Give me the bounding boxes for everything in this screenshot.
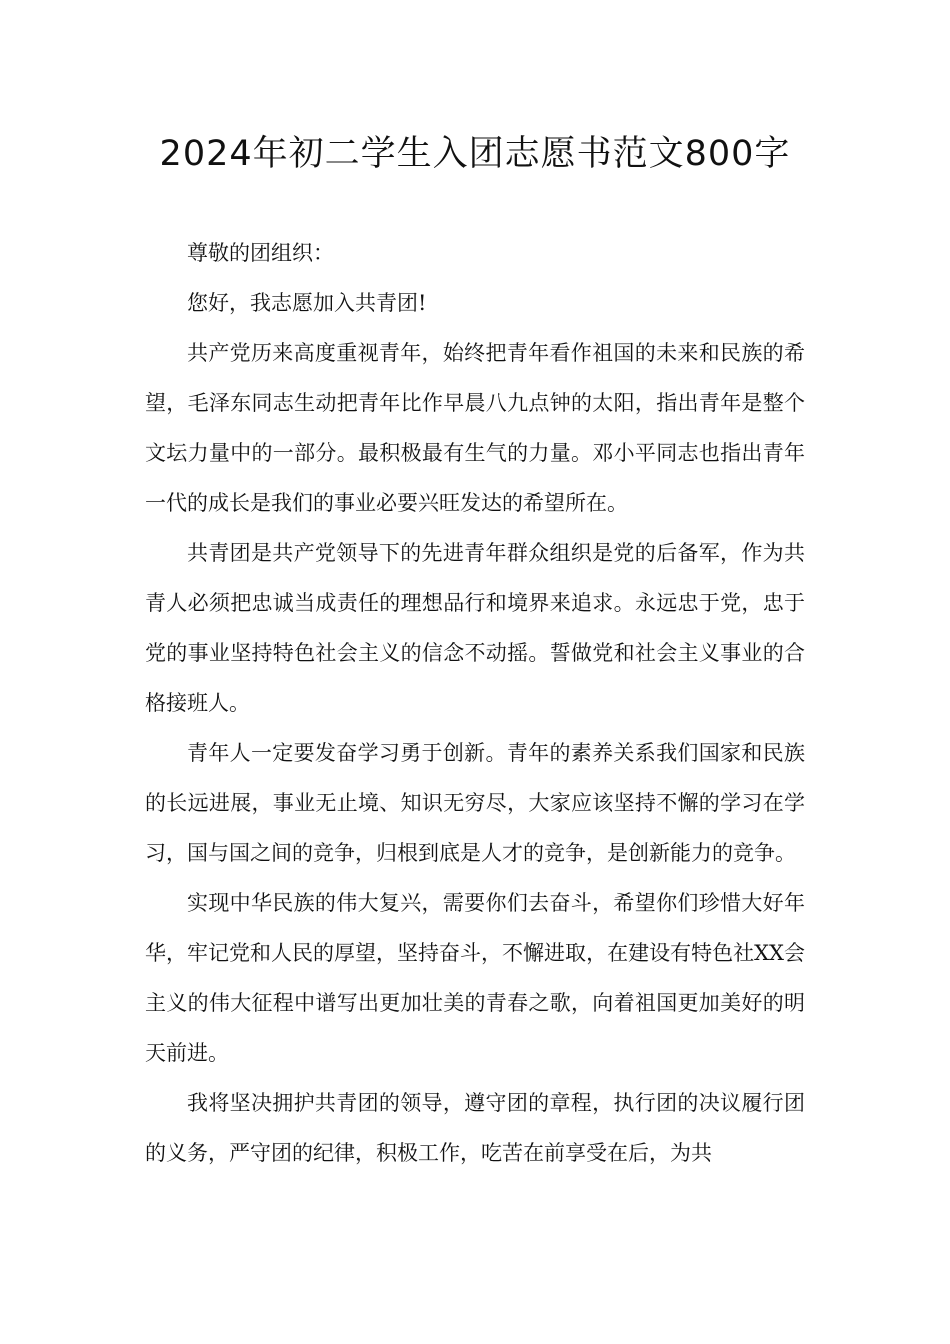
document-body — [145, 228, 805, 1178]
paragraph: 共青团是共产党领导下的先进青年群众组织是党的后备军，作为共青人必须把忠诚当成责任的理想品行和境界来追求。永远忠于党，忠于党的事业坚持特色社会主义的信念不动摇。誓做党和社会主义事业的合格接班人。 — [145, 541, 805, 715]
document-title: 2024年初二学生入团志愿书范文800字 — [159, 134, 791, 174]
salutation: 尊敬的团组织： — [187, 241, 334, 265]
paragraph: 我将坚决拥护共青团的领导，遵守团的章程，执行团的决议履行团的义务，严守团的纪律，积极工作，吃苦在前享受在后，为共 — [145, 1091, 805, 1165]
paragraph: 青年人一定要发奋学习勇于创新。青年的素养关系我们国家和民族的长远进展，事业无止境、知识无穷尽，大家应该坚持不懈的学习在学习，国与国之间的竞争，归根到底是人才的竞争，是创新能力的竞争。 — [145, 741, 805, 865]
greeting: 您好，我志愿加入共青团! — [187, 291, 427, 315]
paragraph: 共产党历来高度重视青年，始终把青年看作祖国的未来和民族的希望，毛泽东同志生动把青年比作早晨八九点钟的太阳，指出青年是整个文坛力量中的一部分。最积极最有生气的力量。邓小平同志也指出青年一代的成长是我们的事业必要兴旺发达的希望所在。 — [145, 341, 805, 515]
paragraph: 实现中华民族的伟大复兴，需要你们去奋斗，希望你们珍惜大好年华，牢记党和人民的厚望，坚持奋斗，不懈进取，在建设有特色社XX会主义的伟大征程中谱写出更加壮美的青春之歌，向着祖国更加美好的明天前进。 — [145, 891, 805, 1065]
